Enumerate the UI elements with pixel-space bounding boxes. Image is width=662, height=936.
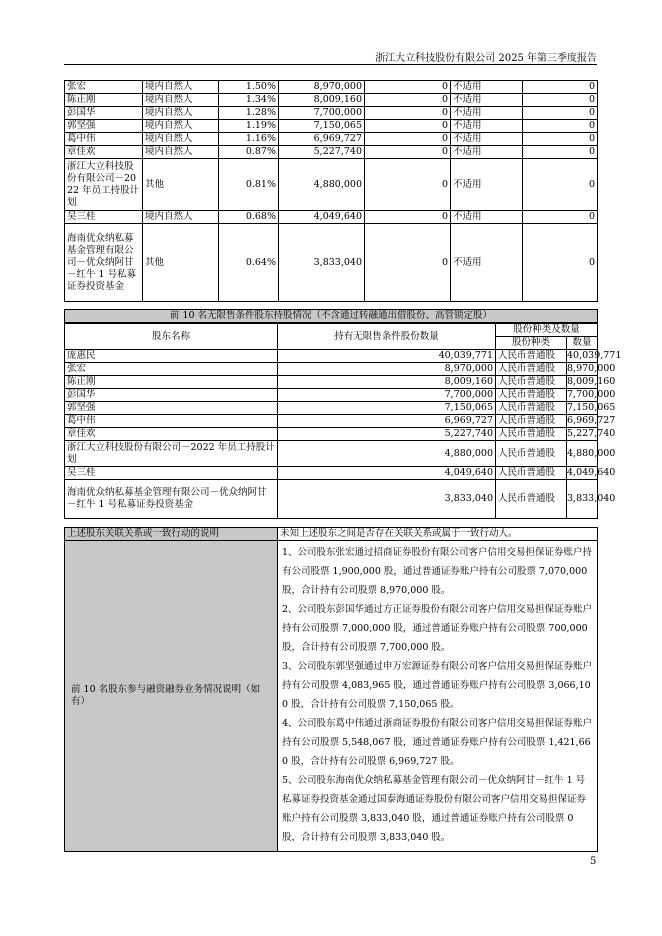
unrestricted-row (65, 467, 598, 480)
unrestricted-row (65, 376, 598, 389)
col-header-type: 股份种类 (496, 337, 567, 350)
margin-note-paragraph: 3、公司股东郭坚强通过申万宏源证券有限公司客户信用交易担保证券账户持有公司股票 4,083,965 股，通过普通证券账户持有公司股票 3,066,100 股，合计持有公司股票 7,150,065 股。 (282, 661, 593, 710)
unrestricted-qty: 4,049,640 (278, 467, 496, 480)
holder-pledge-status: 不适用 (451, 224, 523, 302)
unrestricted-qty: 6,969,727 (278, 415, 496, 428)
unrestricted-amount: 8,009,160 (567, 376, 616, 387)
holder-pct: 1.28% (219, 107, 279, 120)
holder-name: 彭国华 (65, 107, 143, 120)
col-header-type-group: 股份种类及数量 (496, 324, 598, 337)
unrestricted-qty: 4,880,000 (278, 441, 496, 467)
holder-pledge-status: 不适用 (451, 146, 523, 159)
holder-restricted: 0 (365, 120, 451, 133)
unrestricted-row (65, 415, 598, 428)
holder-pct: 1.16% (219, 133, 279, 146)
unrestricted-row (65, 428, 598, 441)
holder-restricted: 0 (365, 224, 451, 302)
holder-row (65, 107, 598, 120)
holder-row (65, 133, 598, 146)
unrestricted-type: 人民币普通股 (496, 350, 567, 363)
holder-shares: 7,150,065 (279, 120, 365, 133)
holder-pledge-qty: 0 (523, 224, 598, 302)
unrestricted-name: 海南优众纳私募基金管理有限公司－优众纳阿甘－红牛 1 号私募证券投资基金 (65, 480, 278, 519)
margin-note-paragraph: 4、公司股东葛中伟通过浙商证券股份有限公司客户信用交易担保证券账户持有公司股票 5,548,067 股，通过普通证券账户持有公司股票 1,421,660 股，合计持有公司股票 6,969,727 股。 (282, 718, 593, 767)
holder-shares: 6,969,727 (279, 133, 365, 146)
holder-row (65, 81, 598, 94)
holder-pct: 0.64% (219, 224, 279, 302)
col-header-amount: 数量 (567, 337, 598, 350)
holder-pct: 1.34% (219, 94, 279, 107)
holder-nature: 境内自然人 (143, 133, 219, 146)
unrestricted-name: 陈正刚 (65, 376, 278, 389)
holder-shares: 4,880,000 (279, 159, 365, 211)
holder-name: 海南优众纳私募基金管理有限公司－优众纳阿甘－红牛 1 号私募证券投资基金 (65, 224, 143, 302)
holder-pledge-status: 不适用 (451, 81, 523, 94)
holder-pledge-qty: 0 (523, 94, 598, 107)
col-header-name: 股东名称 (65, 324, 278, 350)
holder-pct: 1.19% (219, 120, 279, 133)
margin-note-paragraph: 2、公司股东彭国华通过方正证券股份有限公司客户信用交易担保证券账户持有公司股票 7,000,000 股，通过普通证券账户持有公司股票 700,000 股，合计持有公司股票 7,700,000 股。 (282, 604, 593, 653)
holder-restricted: 0 (365, 81, 451, 94)
holder-name: 葛中伟 (65, 133, 143, 146)
unrestricted-qty: 3,833,040 (278, 480, 496, 519)
holder-shares: 8,009,160 (279, 94, 365, 107)
holder-pledge-status: 不适用 (451, 94, 523, 107)
holder-restricted: 0 (365, 211, 451, 224)
holder-pledge-status: 不适用 (451, 133, 523, 146)
unrestricted-amount: 3,833,040 (567, 480, 598, 519)
unrestricted-type: 人民币普通股 (496, 480, 567, 519)
unrestricted-qty: 8,009,160 (278, 376, 496, 389)
holder-row (65, 94, 598, 107)
unrestricted-amount: 4,049,640 (567, 467, 616, 478)
holder-nature: 境内自然人 (143, 146, 219, 159)
holder-shares: 8,970,000 (279, 81, 365, 94)
holder-name: 吴三桂 (65, 211, 143, 224)
holder-nature: 境内自然人 (143, 94, 219, 107)
holder-shares: 4,049,640 (279, 211, 365, 224)
unrestricted-name: 张宏 (65, 363, 278, 376)
holder-pledge-qty: 0 (523, 120, 598, 133)
unrestricted-row (65, 350, 598, 363)
unrestricted-type: 人民币普通股 (496, 415, 567, 428)
unrestricted-type: 人民币普通股 (496, 428, 567, 441)
holder-pledge-qty: 0 (523, 146, 598, 159)
unrestricted-name: 郭坚强 (65, 402, 278, 415)
unrestricted-name: 庞惠民 (65, 350, 278, 363)
unrestricted-type: 人民币普通股 (496, 441, 567, 467)
holder-name: 章佳欢 (65, 146, 143, 159)
holder-restricted: 0 (365, 146, 451, 159)
unrestricted-type: 人民币普通股 (496, 376, 567, 389)
holder-pledge-status: 不适用 (451, 107, 523, 120)
unrestricted-name: 吴三桂 (65, 467, 278, 480)
unrestricted-amount: 8,970,000 (567, 363, 616, 374)
holder-shares: 5,227,740 (279, 146, 365, 159)
holder-row (65, 120, 598, 133)
holder-row (65, 224, 598, 302)
unrestricted-name: 彭国华 (65, 389, 278, 402)
margin-notes (278, 541, 598, 852)
unrestricted-qty: 7,700,000 (278, 389, 496, 402)
holder-restricted: 0 (365, 159, 451, 211)
holder-pct: 1.50% (219, 81, 279, 94)
page-number: 5 (590, 856, 597, 867)
unrestricted-row (65, 480, 598, 519)
unrestricted-row (65, 363, 598, 376)
holder-pledge-status: 不适用 (451, 159, 523, 211)
page-header: 浙江大立科技股份有限公司 2025 年第三季度报告 (375, 53, 597, 64)
unrestricted-qty: 40,039,771 (278, 350, 496, 363)
related-value: 未知上述股东之间是否存在关联关系或属于一致行动人。 (278, 528, 598, 541)
holder-nature: 境内自然人 (143, 107, 219, 120)
unrestricted-holders-table (64, 309, 598, 323)
holder-shares: 3,833,040 (279, 224, 365, 302)
unrestricted-title: 前 10 名无限售条件股东持股情况（不含通过转融通出借股份、高管锁定股） (65, 310, 598, 323)
holder-name: 郭坚强 (65, 120, 143, 133)
margin-note-paragraph: 1、公司股东张宏通过招商证券股份有限公司客户信用交易担保证券账户持有公司股票 1,900,000 股，通过普通证券账户持有公司股票 7,070,000 股，合计持有公司股票 8,970,000 股。 (282, 547, 593, 596)
unrestricted-amount: 4,880,000 (567, 441, 598, 467)
holder-shares: 7,700,000 (279, 107, 365, 120)
holder-pledge-qty: 0 (523, 133, 598, 146)
unrestricted-amount: 40,039,771 (567, 350, 622, 361)
holder-row (65, 146, 598, 159)
holder-pledge-qty: 0 (523, 159, 598, 211)
holder-nature: 境内自然人 (143, 211, 219, 224)
col-header-qty: 持有无限售条件股份数量 (278, 324, 496, 350)
holder-restricted: 0 (365, 94, 451, 107)
unrestricted-row (65, 402, 598, 415)
unrestricted-qty: 5,227,740 (278, 428, 496, 441)
unrestricted-type: 人民币普通股 (496, 389, 567, 402)
holder-restricted: 0 (365, 107, 451, 120)
unrestricted-qty: 8,970,000 (278, 363, 496, 376)
holder-pledge-qty: 0 (523, 211, 598, 224)
unrestricted-type: 人民币普通股 (496, 402, 567, 415)
unrestricted-type: 人民币普通股 (496, 363, 567, 376)
notes-table (64, 527, 598, 852)
holder-pct: 0.81% (219, 159, 279, 211)
holder-name: 陈正刚 (65, 94, 143, 107)
margin-label: 前 10 名股东参与融资融券业务情况说明（如有） (65, 541, 278, 852)
unrestricted-type: 人民币普通股 (496, 467, 567, 480)
holder-nature: 境内自然人 (143, 120, 219, 133)
holder-name: 浙江大立科技股份有限公司－2022 年员工持股计划 (65, 159, 143, 211)
holder-name: 张宏 (65, 81, 143, 94)
holder-nature: 其他 (143, 224, 219, 302)
holder-row (65, 159, 598, 211)
holder-pledge-status: 不适用 (451, 120, 523, 133)
holder-pledge-qty: 0 (523, 107, 598, 120)
holder-pct: 0.87% (219, 146, 279, 159)
unrestricted-detail-table (64, 323, 622, 519)
unrestricted-amount: 7,700,000 (567, 389, 616, 400)
unrestricted-name: 章佳欢 (65, 428, 278, 441)
unrestricted-amount: 6,969,727 (567, 415, 616, 426)
unrestricted-row (65, 389, 598, 402)
unrestricted-amount: 5,227,740 (567, 428, 616, 439)
holder-nature: 其他 (143, 159, 219, 211)
unrestricted-name: 葛中伟 (65, 415, 278, 428)
holder-restricted: 0 (365, 133, 451, 146)
related-label: 上述股东关联关系或一致行动的说明 (65, 528, 278, 541)
holder-row (65, 211, 598, 224)
holder-pledge-status: 不适用 (451, 211, 523, 224)
unrestricted-qty: 7,150,065 (278, 402, 496, 415)
holder-nature: 境内自然人 (143, 81, 219, 94)
unrestricted-name: 浙江大立科技股份有限公司－2022 年员工持股计划 (65, 441, 278, 467)
margin-note-paragraph: 5、公司股东海南优众纳私募基金管理有限公司－优众纳阿甘－红牛 1 号私募证券投资基金通过国泰海通证券股份有限公司客户信用交易担保证券账户持有公司股票 3,833,040 股，通过普通证券账户持有公司股票 0 股，合计持有公司股票 3,833,040 股。 (282, 775, 587, 843)
holder-pct: 0.68% (219, 211, 279, 224)
header-rule (64, 64, 597, 65)
unrestricted-row (65, 441, 598, 467)
unrestricted-amount: 7,150,065 (567, 402, 616, 413)
holder-pledge-qty: 0 (523, 81, 598, 94)
top10-holders-table (64, 80, 598, 302)
